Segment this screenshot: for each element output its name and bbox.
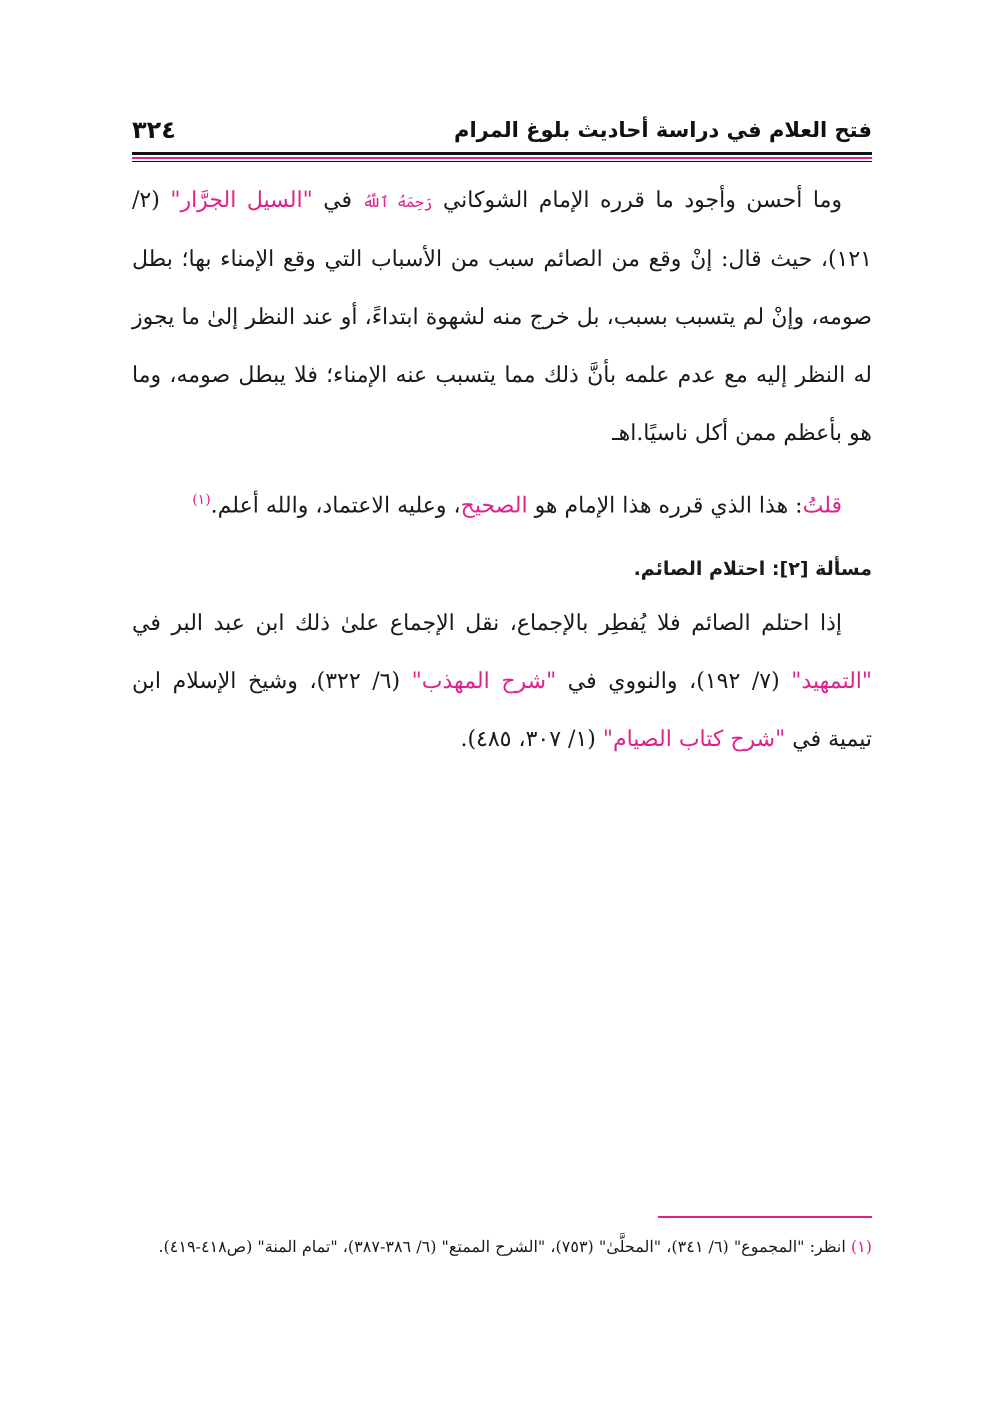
book-title-tamhid: "التمهيد" bbox=[791, 669, 873, 695]
footnote-mark: (١) bbox=[850, 1237, 872, 1256]
footnote-reference[interactable]: (١) bbox=[192, 492, 211, 508]
running-title: فتح العلام في دراسة أحاديث بلوغ المرام bbox=[454, 118, 872, 142]
sahih-word: الصحيح bbox=[460, 493, 528, 519]
footnote-separator bbox=[658, 1216, 872, 1218]
book-title-sharh-muhadhdhab: "شرح المهذب" bbox=[411, 669, 557, 695]
qultu-word: قلتُ bbox=[802, 493, 842, 519]
header-rule-accent bbox=[132, 157, 872, 159]
page-header bbox=[132, 112, 872, 148]
text-run: ، وعليه الاعتماد، والله أعلم. bbox=[210, 493, 461, 519]
paragraph-wet-dream bbox=[132, 595, 872, 769]
text-run: : هذا الذي قرره هذا الإمام هو bbox=[527, 493, 803, 519]
text-run: في bbox=[312, 188, 363, 213]
text-run: وما أحسن وأجود ما قرره الإمام الشوكاني bbox=[432, 188, 842, 213]
text-run: إذا احتلم الصائم فلا يُفطِر بالإجماع، نقل الإجماع علىٰ ذلك ابن عبد البر في bbox=[132, 611, 842, 637]
page-number: ٣٢٤ bbox=[132, 116, 176, 144]
text-run: (١/ ٣٠٧، ٤٨٥). bbox=[460, 727, 603, 753]
text-run: (٧/ ١٩٢)، والنووي في bbox=[556, 669, 792, 695]
main-text bbox=[132, 172, 872, 769]
footnote-text: انظر: "المجموع" (٦/ ٣٤١)، "المحلَّىٰ" (٧٥٣)، "الشرح الممتع" (٦/ ٣٨٦-٣٨٧)، "تمام المنة" (ص٤١٨-٤١٩). bbox=[158, 1237, 851, 1256]
issue-heading bbox=[132, 543, 872, 595]
issue-title: احتلام الصائم. bbox=[633, 558, 772, 581]
header-rule-bottom bbox=[132, 161, 872, 162]
text-run: (٦/ ٣٢٢)، وشيخ الإسلام ابن تيمية في bbox=[132, 669, 872, 753]
honorific-symbol: رَحِمَهُ ٱللَّهُ bbox=[362, 193, 433, 211]
header-rule-top bbox=[132, 152, 872, 155]
text-run: (٢/ ١٢١)، حيث قال: إنْ وقع من الصائم سبب من الأسباب التي وقع الإمناء بها؛ بطل صومه، وإنْ لم يتسبب بسبب، بل خرج منه لشهوة ابتداءً، أو عند النظر إلىٰ ما يجوز له النظر إليه مع عدم علمه بأنَّ ذلك مما يتسبب عنه الإمناء؛ فلا يبطل صومه، وما هو بأعظم ممن أكل ناسيًا.اهـ bbox=[132, 188, 872, 446]
book-title-sayl: "السيل الجرَّار" bbox=[170, 188, 313, 213]
paragraph-author-opinion bbox=[132, 471, 872, 535]
book-title-sharh-kitab-siyam: "شرح كتاب الصيام" bbox=[602, 727, 786, 753]
footnote bbox=[132, 1232, 872, 1262]
issue-label: مسألة [٢]: bbox=[771, 558, 872, 581]
paragraph-shawkani-quote bbox=[132, 172, 872, 463]
